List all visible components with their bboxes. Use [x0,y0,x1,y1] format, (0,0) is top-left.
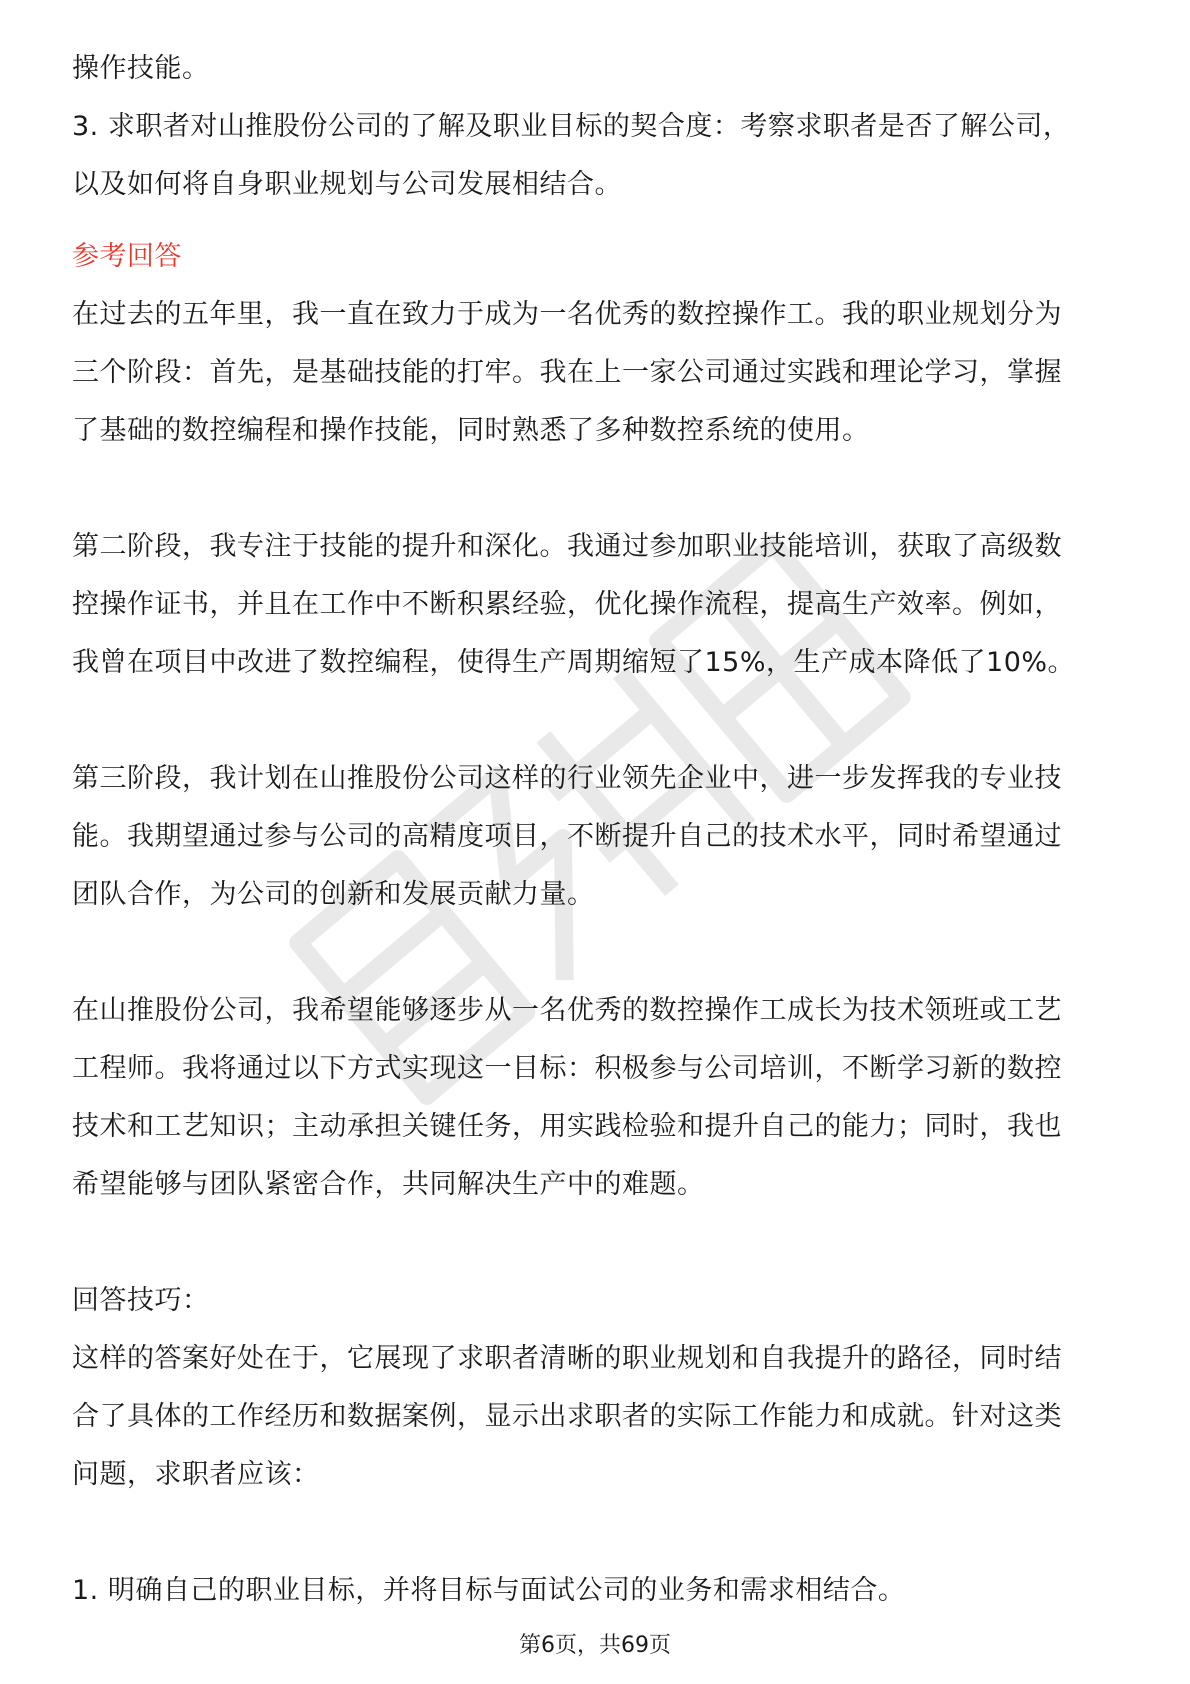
answer-para-4-line: 在山推股份公司，我希望能够逐步从一名优秀的数控操作工成长为技术领班或工艺 [72,995,1062,1026]
tips-para-line: 问题，求职者应该： [72,1459,320,1490]
tips-point-1: 1. 明确自己的职业目标，并将目标与面试公司的业务和需求相结合。 [72,1575,906,1606]
answer-para-2-line: 我曾在项目中改进了数控编程，使得生产周期缩短了15%，生产成本降低了10%。 [72,647,1076,678]
reference-answer-heading: 参考回答 [72,241,182,272]
answer-para-2-line: 控操作证书，并且在工作中不断积累经验，优化操作流程，提高生产效率。例如， [72,589,1062,620]
answer-para-1-line: 三个阶段：首先，是基础技能的打牢。我在上一家公司通过实践和理论学习，掌握 [72,357,1062,388]
point-3-line-2: 以及如何将自身职业规划与公司发展相结合。 [72,169,622,200]
answer-para-1-line: 在过去的五年里，我一直在致力于成为一名优秀的数控操作工。我的职业规划分为 [72,299,1062,330]
point-3-line-1: 3. 求职者对山推股份公司的了解及职业目标的契合度：考察求职者是否了解公司， [72,111,1071,142]
tips-para-line: 合了具体的工作经历和数据案例，显示出求职者的实际工作能力和成就。针对这类 [72,1401,1062,1432]
tips-para-line: 这样的答案好处在于，它展现了求职者清晰的职业规划和自我提升的路径，同时结 [72,1343,1062,1374]
answer-para-3-line: 团队合作，为公司的创新和发展贡献力量。 [72,879,595,910]
answer-para-3-line: 能。我期望通过参与公司的高精度项目，不断提升自己的技术水平，同时希望通过 [72,821,1062,852]
answer-para-3-line: 第三阶段，我计划在山推股份公司这样的行业领先企业中，进一步发挥我的专业技 [72,763,1062,794]
document-page [72,40,1122,1620]
tips-heading: 回答技巧： [72,1285,210,1316]
answer-para-4-line: 技术和工艺知识；主动承担关键任务，用实践检验和提升自己的能力；同时，我也 [72,1111,1062,1142]
answer-para-4-line: 希望能够与团队紧密合作，共同解决生产中的难题。 [72,1169,705,1200]
answer-para-4-line: 工程师。我将通过以下方式实现这一目标：积极参与公司培训，不断学习新的数控 [72,1053,1062,1084]
page-number: 第6页，共69页 [519,1633,671,1658]
answer-para-2-line: 第二阶段，我专注于技能的提升和深化。我通过参加职业技能培训，获取了高级数 [72,531,1062,562]
intro-line: 操作技能。 [72,53,210,84]
answer-para-1-line: 了基础的数控编程和操作技能，同时熟悉了多种数控系统的使用。 [72,415,870,446]
